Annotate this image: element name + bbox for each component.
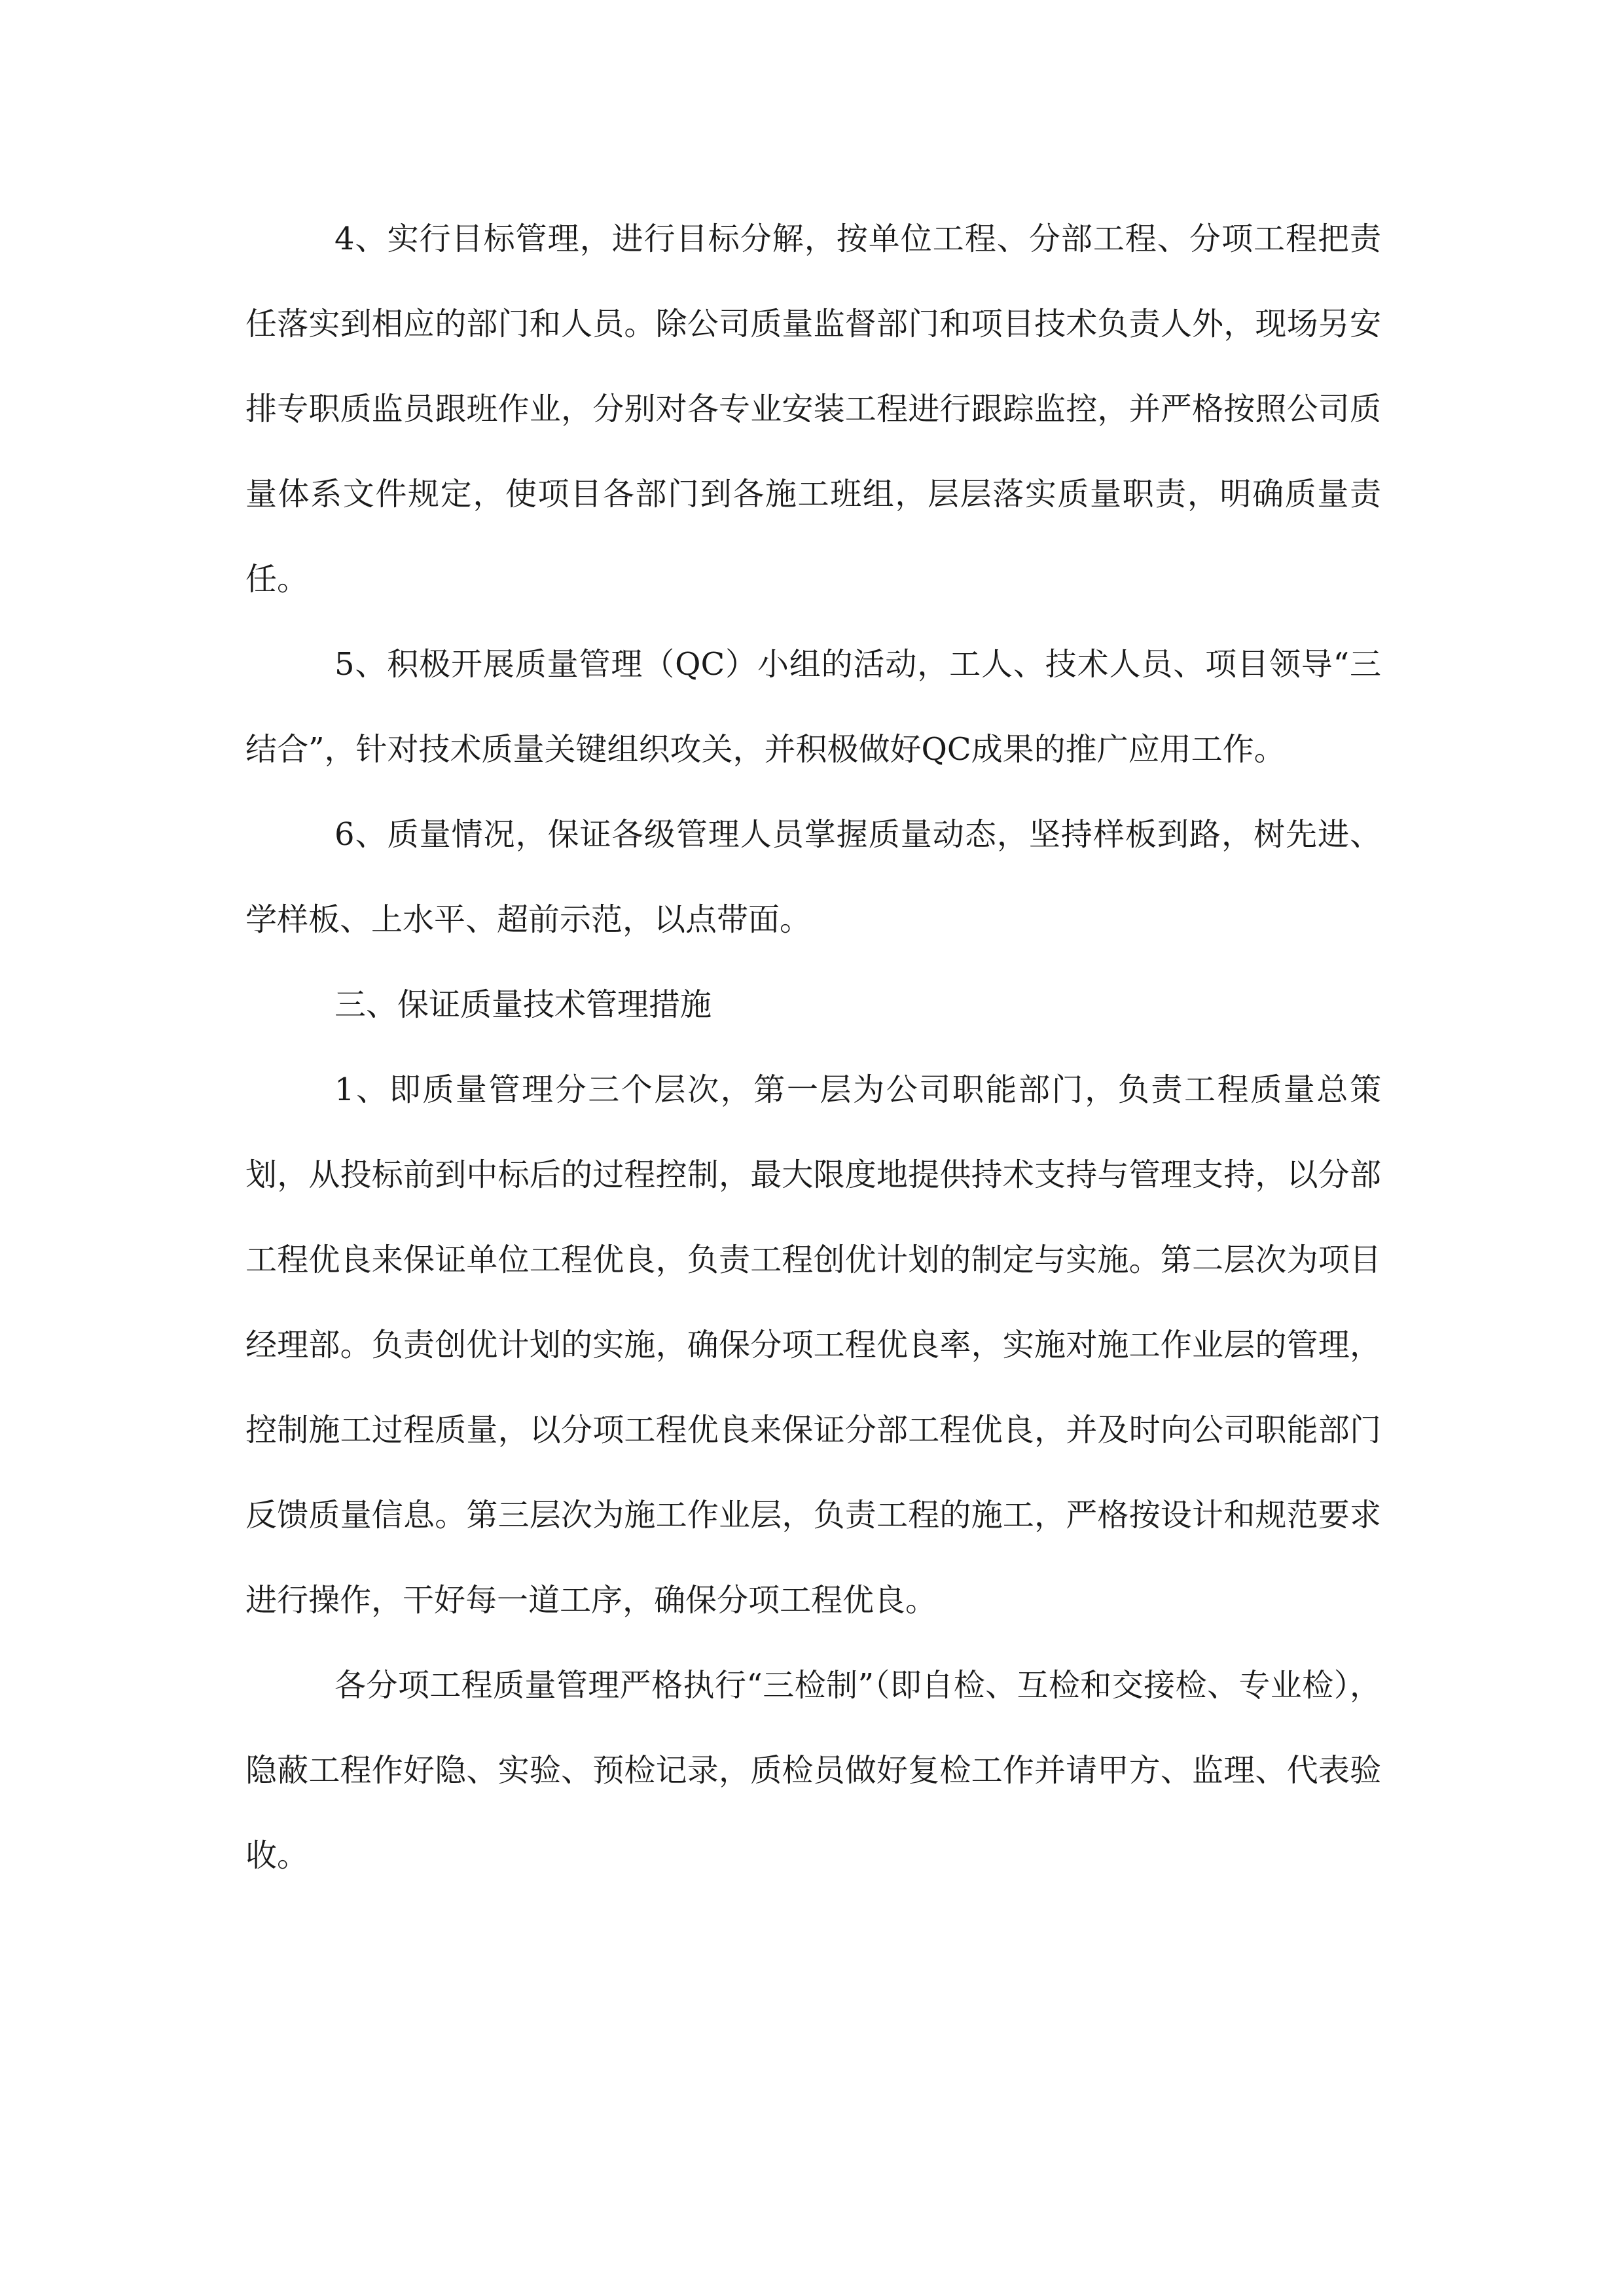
paragraph-item-4: 4、实行目标管理，进行目标分解，按单位工程、分部工程、分项工程把责任落实到相应的部门和人员。除公司质量监督部门和项目技术负责人外，现场另安排专职质监员跟班作业，分别对各专业安装工程进行跟踪监控，并严格按照公司质量体系文件规定，使项目各部门到各施工班组，层层落实质量职责，明确质量责任。 bbox=[245, 221, 1381, 598]
paragraph-item-5: 5、积极开展质量管理（QC）小组的活动，工人、技术人员、项目领导“三结合”，针对技术质量关键组织攻关，并积极做好QC成果的推广应用工作。 bbox=[245, 646, 1381, 768]
document-body bbox=[245, 196, 1381, 1898]
section-heading: 三、保证质量技术管理措施 bbox=[334, 986, 712, 1023]
paragraph-three-check: 各分项工程质量管理严格执行“三检制”（即自检、互检和交接检、专业检），隐蔽工程作好隐、实验、预检记录，质检员做好复检工作并请甲方、监理、代表验收。 bbox=[245, 1667, 1381, 1874]
paragraph-measure-1: 1、即质量管理分三个层次，第一层为公司职能部门，负责工程质量总策划，从投标前到中标后的过程控制，最大限度地提供持术支持与管理支持，以分部工程优良来保证单位工程优良，负责工程创优计划的制定与实施。第二层次为项目经理部。负责创优计划的实施，确保分项工程优良率，实施对施工作业层的管理，控制施工过程质量，以分项工程优良来保证分部工程优良，并及时向公司职能部门反馈质量信息。第三层次为施工作业层，负责工程的施工，严格按设计和规范要求进行操作，干好每一道工序，确保分项工程优良。 bbox=[245, 1071, 1381, 1619]
paragraph-item-6: 6、质量情况，保证各级管理人员掌握质量动态，坚持样板到路，树先进、学样板、上水平、超前示范，以点带面。 bbox=[245, 816, 1381, 938]
